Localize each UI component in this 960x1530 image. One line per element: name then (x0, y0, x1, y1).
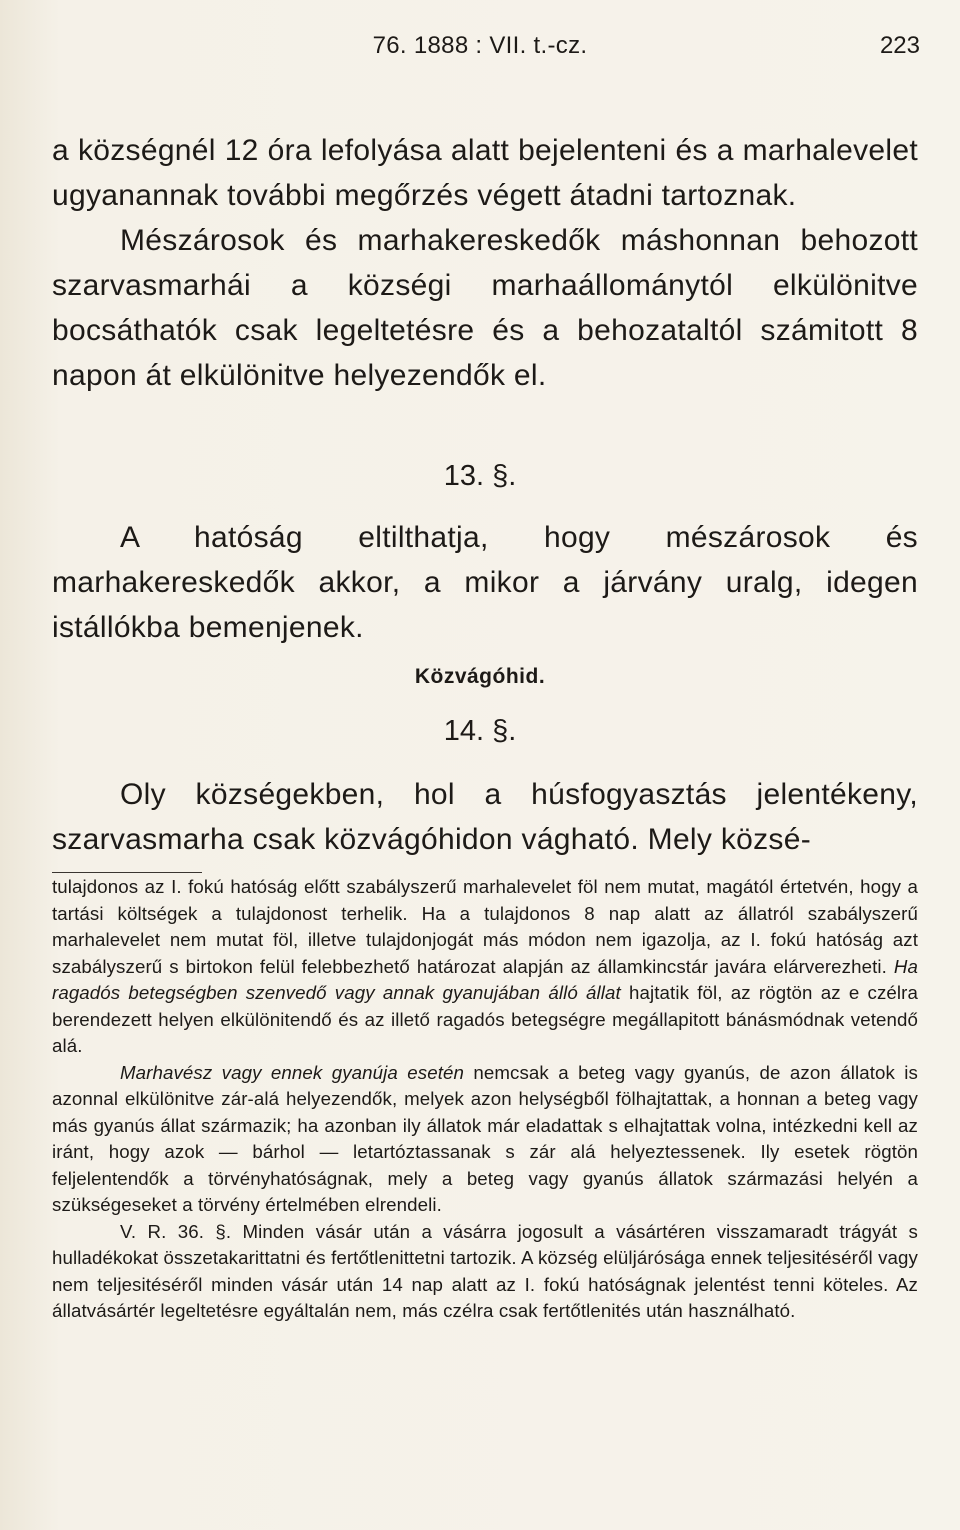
section-14-body (52, 772, 918, 862)
section-14-heading: 14. §. (443, 715, 517, 747)
footnote-1: tulajdonos az I. fokú hatóság előtt szabályszerű marhalevelet föl nem mutat, magától értetvén, hogy a tartási költségek a tulajdonost terhelik. Ha a tulajdonos 8 nap alatt az állatról szabályszerű marhalevelet nem mutat föl, illetve tulajdonjogát más módon nem igazolja, az I. fokú hatóság azt szabályszerű s birtokon felül felebbezhető határozat alapján az államkincstár javára elárverezheti. Ha ragadós betegségben szenvedő vagy annak gyanujában álló állat hajtatik föl, az rögtön az e czélra berendezett helyen elkülönitendő és az illető ragadós betegségre megállapitott bánásmódnak vetendő alá. (52, 876, 918, 1056)
paragraph-1: a községnél 12 óra lefolyása alatt bejelenteni és a marhalevelet ugyanannak további megőrzés végett átadni tartoznak. (52, 134, 918, 212)
subheading-kozvagohid: Közvágóhid. (414, 665, 546, 688)
footnote-divider (52, 872, 202, 873)
section-13-heading: 13. §. (443, 460, 517, 492)
page-header (0, 30, 960, 70)
paragraph-3: A hatóság eltilthatja, hogy mészárosok és marhakereskedők akkor, a mikor a járvány uralg, idegen istállókba bemenjenek. (52, 521, 918, 644)
running-title: 76. 1888 : VII. t.-cz. (372, 32, 588, 59)
footnotes (52, 874, 918, 1325)
footnote-2: Marhavész vagy ennek gyanúja esetén nemcsak a beteg vagy gyanús, de azon állatok is azonnal elkülönitve zár-alá helyezendők, melyek azon helységből fölhajtattak, a honnan a beteg vagy más gyanús állat származik; ha azonban ily állatok már eladattak s elhajtattak volna, intézkedni kell az iránt, hogy azok — bárhol — letartóztassanak s zár alá helyeztessenek. Ily esetek rögtön feljelentendők a törvényhatóságnak, mely a beteg vagy gyanús állatok származási helyén a szükségeseket a törvény értelmében elrendeli. (52, 1061, 918, 1215)
paragraph-4: Oly községekben, hol a húsfogyasztás jelentékeny, szarvasmarha csak közvágóhidon vágható. Mely közsé- (52, 778, 918, 856)
paragraph-continued (52, 128, 918, 398)
paragraph-2: Mészárosok és marhakereskedők máshonnan behozott szarvasmarhái a községi marhaállománytól elkülönitve bocsáthatók csak legeltetésre és a behozataltól számitott 8 napon át elkülönitve helyezendők el. (52, 224, 918, 392)
footnote-3: V. R. 36. §. Minden vásár után a vásárra jogosult a vásártéren visszamaradt trágyát s hulladékokat összetakarittatni és fertőtlenittetni tartozik. A község elüljárósága ennek teljesitéséről vagy nem teljesitéséről minden vásár után 14 nap alatt az I. fokú hatóságnak jelentést tenni köteles. Az állatvásártér legeltetésre egyáltalán nem, más czélra csak fertőtlenités után használható. (52, 1220, 918, 1321)
section-13-body (52, 515, 918, 650)
page-number: 223 (879, 32, 920, 59)
